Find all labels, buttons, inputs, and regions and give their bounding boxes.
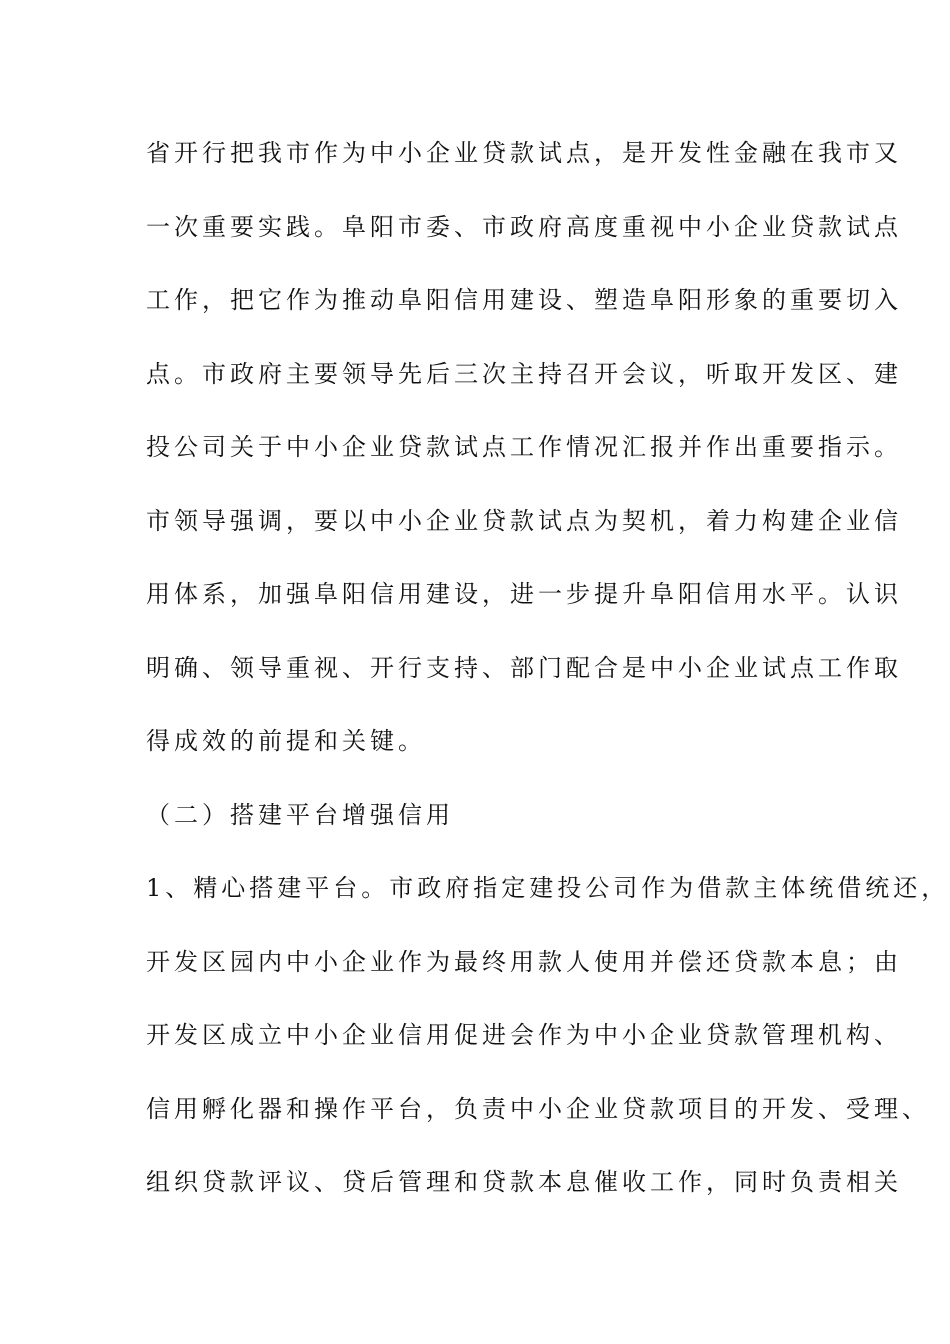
section-heading: （二）搭建平台增强信用 [146, 800, 454, 829]
paragraph-line: 点。市政府主要领导先后三次主持召开会议，听取开发区、建 [146, 359, 902, 388]
paragraph-line: 开发区成立中小企业信用促进会作为中小企业贷款管理机构、 [146, 1021, 902, 1049]
document-body [146, 130, 950, 1233]
paragraph-line: 组织贷款评议、贷后管理和贷款本息催收工作，同时负责相关 [146, 1168, 902, 1196]
paragraph-line: 市领导强调，要以中小企业贷款试点为契机，着力构建企业信 [146, 506, 902, 535]
paragraph-line: 用体系，加强阜阳信用建设，进一步提升阜阳信用水平。认识 [146, 580, 902, 608]
paragraph-line: 得成效的前提和关键。 [146, 727, 426, 755]
paragraph-line: 省开行把我市作为中小企业贷款试点，是开发性金融在我市又 [146, 139, 902, 167]
paragraph-line: 一次重要实践。阜阳市委、市政府高度重视中小企业贷款试点 [146, 212, 902, 241]
paragraph-line: 投公司关于中小企业贷款试点工作情况汇报并作出重要指示。 [146, 433, 902, 461]
paragraph-line: 信用孵化器和操作平台，负责中小企业贷款项目的开发、受理、 [146, 1094, 930, 1123]
paragraph-line: 1、精心搭建平台。市政府指定建投公司作为借款主体统借统还， [146, 874, 950, 902]
paragraph-line: 明确、领导重视、开行支持、部门配合是中小企业试点工作取 [146, 653, 902, 682]
paragraph-line: 工作，把它作为推动阜阳信用建设、塑造阜阳形象的重要切入 [146, 286, 902, 314]
paragraph-line: 开发区园内中小企业作为最终用款人使用并偿还贷款本息；由 [146, 947, 902, 976]
